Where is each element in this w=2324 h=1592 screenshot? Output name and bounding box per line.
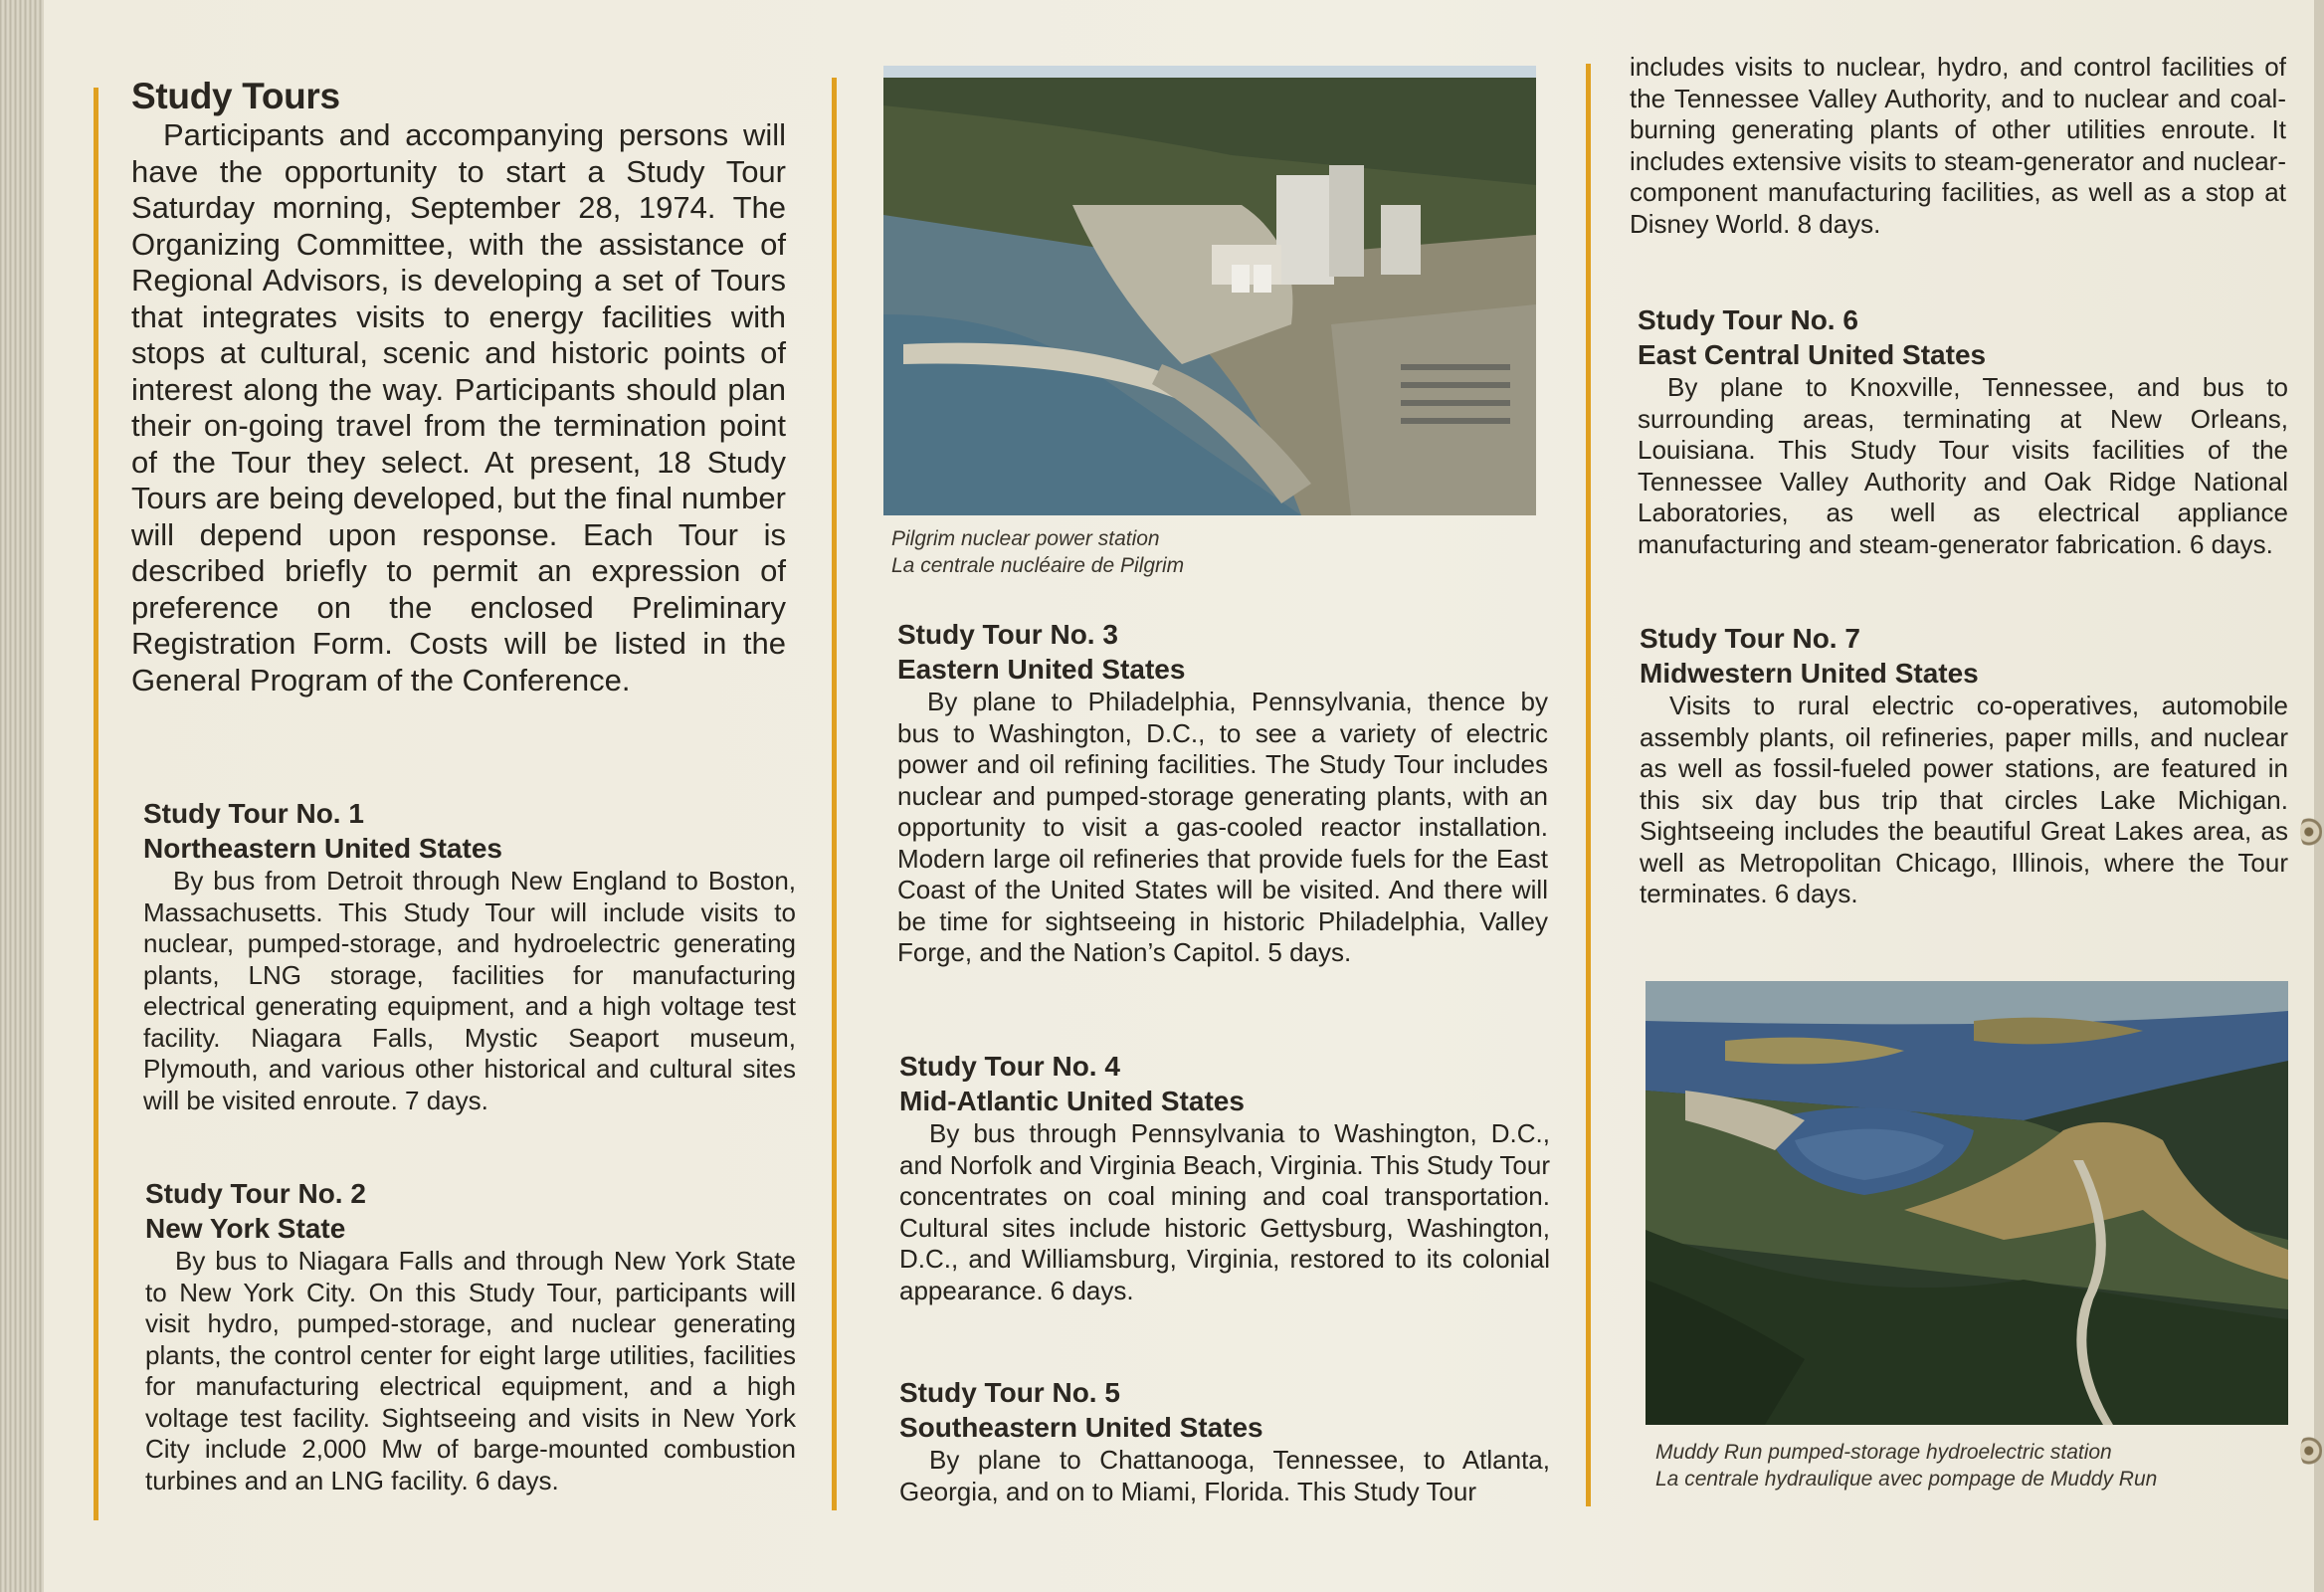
tour-6-region: East Central United States: [1638, 339, 1987, 370]
column-1: [131, 76, 786, 698]
tour-4-description: By bus through Pennsylvania to Washington, D.C., and Norfolk and Virginia Beach, Virginia. This Study Tour concentrates on coal mining and coal transportation. Cultural sites include historic Gettysburg, Washington, D.C., and Williamsburg, Virginia, restored to its colonial appearance. 6 days.: [899, 1118, 1550, 1305]
tour-7: [1640, 621, 2288, 910]
page-edges: [0, 0, 44, 1592]
right-page-edge: [2314, 0, 2324, 1592]
intro-paragraph: Participants and accompanying persons will have the opportunity to start a Study Tour Saturday morning, September 28, 1974. The Organizing Committee, with the assistance of Regional Advisors, is developing a set of Tours that integrates visits to energy facilities with stops at cultural, scenic and historic points of interest along the way. Participants should plan their on-going travel from the termination point of the Tour they select. At present, 18 Study Tours are being developed, but the final number will depend upon response. Each Tour is described briefly to permit an expression of preference on the enclosed Preliminary Registration Form. Costs will be listed in the General Program of the Conference.: [131, 117, 786, 697]
tour-6-number: Study Tour No. 6: [1638, 304, 1858, 335]
pilgrim-caption-en: Pilgrim nuclear power station: [891, 527, 1160, 550]
tour-5-continued: [1630, 52, 2286, 240]
tour-3-description: By plane to Philadelphia, Pennsylvania, thence by bus to Washington, D.C., to see a variety of electric power and oil refining facilities. The Study Tour includes nuclear and pumped-storage generating plants, with an opportunity to visit a gas-cooled reactor installation. Modern large oil refineries that provide fuels for the East Coast of the United States will be visited. And there will be time for sightseeing in historic Philadelphia, Valley Forge, and the Nation’s Capitol. 5 days.: [897, 687, 1548, 967]
tour-5: [899, 1375, 1550, 1507]
tour-4-region: Mid-Atlantic United States: [899, 1086, 1245, 1116]
tour-7-region: Midwestern United States: [1640, 658, 1979, 689]
tour-3: [897, 617, 1548, 969]
muddy-run-photo: [1646, 981, 2288, 1425]
pilgrim-photo: [883, 66, 1536, 515]
tour-1: [143, 796, 796, 1116]
section-title: Study Tours: [131, 76, 340, 116]
tour-3-number: Study Tour No. 3: [897, 619, 1118, 650]
tour-2-description: By bus to Niagara Falls and through New York State to New York City. On this Study Tour, participants will visit hydro, pumped-storage, and nuclear generating plants, the control center for eight large utilities, facilities for manufacturing electrical equipment, and a high voltage test facility. Sightseeing and visits in New York City include 2,000 Mw of barge-mounted combustion turbines and an LNG facility. 6 days.: [145, 1246, 796, 1495]
tour-2: [145, 1176, 796, 1496]
column-rule-left: [94, 88, 98, 1520]
tour-1-description: By bus from Detroit through New England to Boston, Massachusetts. This Study Tour will include visits to nuclear, pumped-storage, and hydroelectric generating plants, LNG storage, facilities for manufacturing electrical generating equipment, and a high voltage test facility. Niagara Falls, Mystic Seaport museum, Plymouth, and various other historical and cultural sites will be visited enroute. 7 days.: [143, 866, 796, 1115]
tour-7-number: Study Tour No. 7: [1640, 623, 1860, 654]
tour-1-region: Northeastern United States: [143, 833, 502, 864]
tour-4-number: Study Tour No. 4: [899, 1051, 1120, 1082]
tour-5-number: Study Tour No. 5: [899, 1377, 1120, 1408]
binding-hole-top: [2300, 814, 2322, 850]
muddy-run-caption-en: Muddy Run pumped-storage hydroelectric station: [1655, 1441, 2112, 1464]
tour-6: [1638, 302, 2288, 560]
tour-4: [899, 1049, 1550, 1306]
tour-1-number: Study Tour No. 1: [143, 798, 364, 829]
binding-hole-bottom: [2300, 1433, 2322, 1469]
tour-2-region: New York State: [145, 1213, 346, 1244]
tour-5-region: Southeastern United States: [899, 1412, 1263, 1443]
pilgrim-caption: [891, 525, 1528, 579]
column-rule-right: [1586, 64, 1591, 1506]
muddy-run-caption: [1655, 1439, 2292, 1492]
muddy-run-caption-fr: La centrale hydraulique avec pompage de Muddy Run: [1655, 1468, 2158, 1491]
pilgrim-caption-fr: La centrale nucléaire de Pilgrim: [891, 554, 1185, 577]
tour-3-region: Eastern United States: [897, 654, 1186, 685]
tour-5-description-continued: includes visits to nuclear, hydro, and control facilities of the Tennessee Valley Authority, and to nuclear and coal-burning generating plants of other utilities enroute. It includes extensive visits to steam-generator and nuclear-component manufacturing facilities, as well as a stop at Disney World. 8 days.: [1630, 52, 2286, 239]
tour-7-description: Visits to rural electric co-operatives, automobile assembly plants, oil refineries, paper mills, and nuclear as well as fossil-fueled power stations, are featured in this six day bus trip that circles Lake Michigan. Sightseeing includes the beautiful Great Lakes area, as well as Metropolitan Chicago, Illinois, where the Tour terminates. 6 days.: [1640, 691, 2288, 908]
tour-2-number: Study Tour No. 2: [145, 1178, 366, 1209]
tour-6-description: By plane to Knoxville, Tennessee, and bus to surrounding areas, terminating at New Orleans, Louisiana. This Study Tour visits facilities of the Tennessee Valley Authority and Oak Ridge National Laboratories, as well as electrical appliance manufacturing and steam-generator fabrication. 6 days.: [1638, 372, 2288, 559]
column-rule-middle: [832, 78, 837, 1510]
tour-5-description: By plane to Chattanooga, Tennessee, to Atlanta, Georgia, and on to Miami, Florida. This Study Tour: [899, 1445, 1550, 1506]
